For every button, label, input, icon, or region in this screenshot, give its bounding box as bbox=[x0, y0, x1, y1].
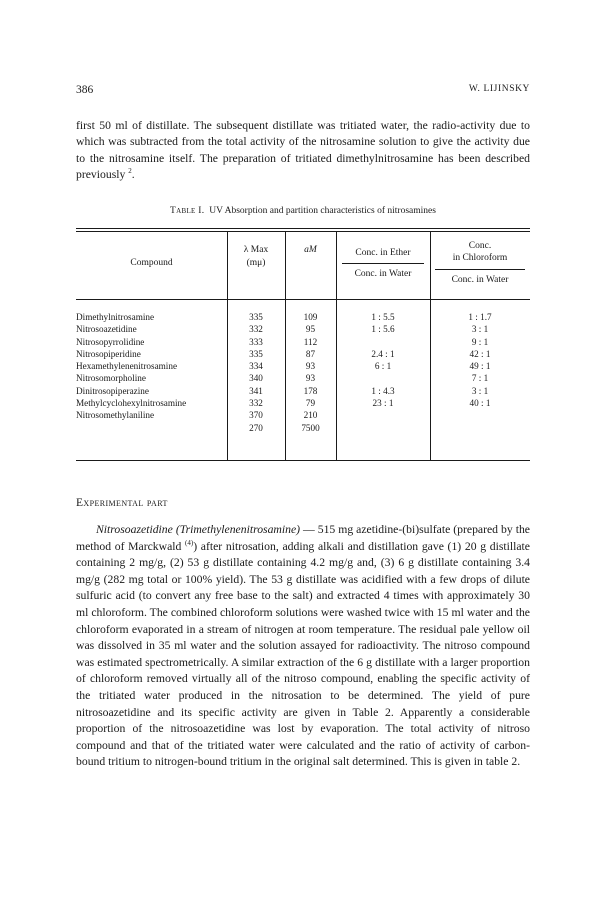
table-cell-compound: Hexamethylenenitrosamine bbox=[76, 361, 178, 372]
table-cell-chloroform: 49 : 1 bbox=[469, 361, 491, 372]
table-cell-chloroform: 40 : 1 bbox=[469, 398, 491, 409]
table-bottom-rule bbox=[76, 460, 530, 461]
header-lambda-max: λ Max bbox=[243, 245, 269, 255]
table-cell-am: 87 bbox=[305, 348, 316, 359]
header-compound: Compound bbox=[130, 258, 173, 268]
table-cell-ether: 1 : 5.6 bbox=[371, 324, 395, 335]
table-cell-am: 93 bbox=[305, 373, 316, 384]
table-cell-compound: Nitrosomorpholine bbox=[76, 373, 146, 384]
table-cell-lmax: 340 bbox=[249, 373, 263, 384]
column-ether-ratio bbox=[336, 311, 430, 434]
table-cell-ether: 6 : 1 bbox=[374, 361, 392, 372]
running-head: W. LIJINSKY bbox=[468, 84, 530, 94]
header-am: aM bbox=[304, 245, 317, 255]
table-cell-lmax: 332 bbox=[249, 324, 263, 335]
table-cell-lmax: 335 bbox=[249, 312, 263, 322]
table-cell-compound: Nitrosomethylaniline bbox=[76, 410, 155, 421]
paragraph-intro-end: . bbox=[131, 168, 135, 182]
paragraph-intro-text: first 50 ml of distillate. The subsequent distillate was tritiated water, the radio-activity due to which was subtracted from the total activity of the nitrosamine solution to give the activity due to the nitrosamine itself. The preparation of tritiated dimethylnitrosamine has been described previously bbox=[76, 119, 530, 182]
table-cell-ether bbox=[336, 372, 430, 384]
paragraph-experimental bbox=[76, 522, 530, 771]
ether-fraction-bar bbox=[342, 263, 424, 264]
table-cell-compound: Nitrosoazetidine bbox=[76, 324, 137, 335]
table-cell-am: 210 bbox=[303, 410, 318, 421]
table-cell-lmax: 332 bbox=[249, 398, 263, 409]
table-cell-compound: Dinitrosopiperazine bbox=[76, 385, 149, 396]
table-cell-lmax: 341 bbox=[249, 385, 263, 396]
column-chloroform-ratio bbox=[430, 311, 530, 434]
header-chloroform-numerator-1: Conc. bbox=[468, 241, 492, 251]
compound-heading: Nitrosoazetidine (Trimethylenenitrosamine) bbox=[96, 523, 301, 536]
reference-mark: 2 bbox=[128, 167, 132, 176]
page-number: 386 bbox=[76, 84, 94, 96]
paragraph-experimental-text-b: ) after nitrosation, adding alkali and distillation gave (1) 20 g distillate containing 2 mg/g, (2) 53 g distillate containing 4.2 mg/g and, (3) 6 g distillate containing 3.4 mg/g (282 mg total or 100% yield). The 53 g distillate was acidified with a few drops of dilute sulfuric acid (to convert any free base to the salt) and extracted 4 times with approximately 30 ml chloroform. The combined chloroform solutions were washed twice with 15 ml water and the chloroform evaporated in a stream of nitrogen at room temperature. The residual pale yellow oil was dissolved in 35 ml water and the solution assayed for radioactivity. The nitroso compound was estimated spectrometrically. A similar extraction of the 6 g distillate with a larger proportion of chloroform removed virtually all of the nitroso compound, enabling the specific activity of the tritiated water produced in the nitrosation to be determined. The yield of pure nitrosoazetidine and its specific activity are given in Table 2. Apparently a considerable proportion of the nitrosoazetidine was lost by evaporation. The total activity of nitroso compound and that of the tritiated water were calculated and the ratio of activity of carbon-bound tritium to nitrogen-bound tritium in the original salt determined. This is given in table 2. bbox=[76, 539, 530, 769]
table-cell-chloroform: 9 : 1 bbox=[471, 336, 489, 347]
table-cell-ether bbox=[336, 336, 430, 348]
table-caption bbox=[76, 206, 530, 216]
table-cell-lmax: 333 bbox=[249, 336, 263, 347]
paragraph-experimental-text-a: — 515 mg azetidine-(bi)sulfate (prepared by the method of Marckwald bbox=[76, 523, 530, 553]
table-cell-chloroform: 42 : 1 bbox=[469, 348, 491, 359]
table-cell-ether: 23 : 1 bbox=[372, 398, 394, 409]
table-cell-am: 95 bbox=[305, 324, 316, 335]
table-cell-am: 7500 bbox=[301, 422, 320, 433]
table-cell-lmax: 370 bbox=[249, 410, 263, 421]
table-cell-am: 112 bbox=[303, 336, 318, 347]
table-cell-lmax: 334 bbox=[249, 361, 263, 372]
section-title bbox=[76, 497, 168, 509]
table-cell-compound bbox=[76, 422, 227, 434]
table-cell-chloroform: 3 : 1 bbox=[471, 385, 489, 396]
table-cell-chloroform: 3 : 1 bbox=[471, 324, 489, 335]
table-cell-am: 109 bbox=[303, 312, 318, 322]
table-cell-am: 79 bbox=[305, 398, 316, 409]
header-lambda-unit: (mμ) bbox=[246, 258, 266, 268]
paragraph-intro bbox=[76, 118, 530, 184]
table-top-rule-2 bbox=[76, 231, 530, 232]
table-cell-chloroform: 7 : 1 bbox=[471, 373, 489, 384]
header-chloroform-denominator: Conc. in Water bbox=[451, 275, 509, 285]
section-title-text: Experimental part bbox=[76, 497, 168, 509]
table-cell-compound: Dimethylnitrosamine bbox=[76, 312, 155, 322]
reference-mark: (4) bbox=[185, 538, 194, 547]
column-am bbox=[285, 311, 336, 434]
table-cell-compound: Nitrosopiperidine bbox=[76, 348, 141, 359]
table-cell-ether: 2.4 : 1 bbox=[371, 348, 395, 359]
header-ether-numerator: Conc. in Ether bbox=[355, 248, 411, 258]
table-cell-chloroform: 1 : 1.7 bbox=[468, 312, 492, 322]
table-cell-am: 178 bbox=[303, 385, 318, 396]
table-label: Table I. bbox=[170, 206, 205, 216]
table-cell-ether: 1 : 4.3 bbox=[371, 385, 395, 396]
table-top-rule bbox=[76, 228, 530, 229]
page-header bbox=[76, 84, 530, 100]
table-cell-compound: Methylcyclohexylnitrosamine bbox=[76, 398, 187, 409]
column-compound bbox=[76, 311, 227, 434]
table-cell-ether: 1 : 5.5 bbox=[371, 312, 395, 322]
chloroform-fraction-bar bbox=[435, 269, 525, 270]
table-cell-am: 93 bbox=[305, 361, 316, 372]
table-cell-chloroform bbox=[430, 409, 530, 421]
table-cell-chloroform bbox=[430, 422, 530, 434]
table-header-rule bbox=[76, 299, 530, 300]
table-title: UV Absorption and partition characteristics of nitrosamines bbox=[209, 206, 436, 216]
header-chloroform-numerator-2: in Chloroform bbox=[452, 253, 508, 263]
column-lambda-max bbox=[227, 311, 285, 434]
table-cell-ether bbox=[336, 409, 430, 421]
header-ether-denominator: Conc. in Water bbox=[354, 269, 412, 279]
table-cell-compound: Nitrosopyrrolidine bbox=[76, 336, 145, 347]
table-cell-lmax: 270 bbox=[249, 422, 263, 433]
table-cell-ether bbox=[336, 422, 430, 434]
table-cell-lmax: 335 bbox=[249, 348, 263, 359]
